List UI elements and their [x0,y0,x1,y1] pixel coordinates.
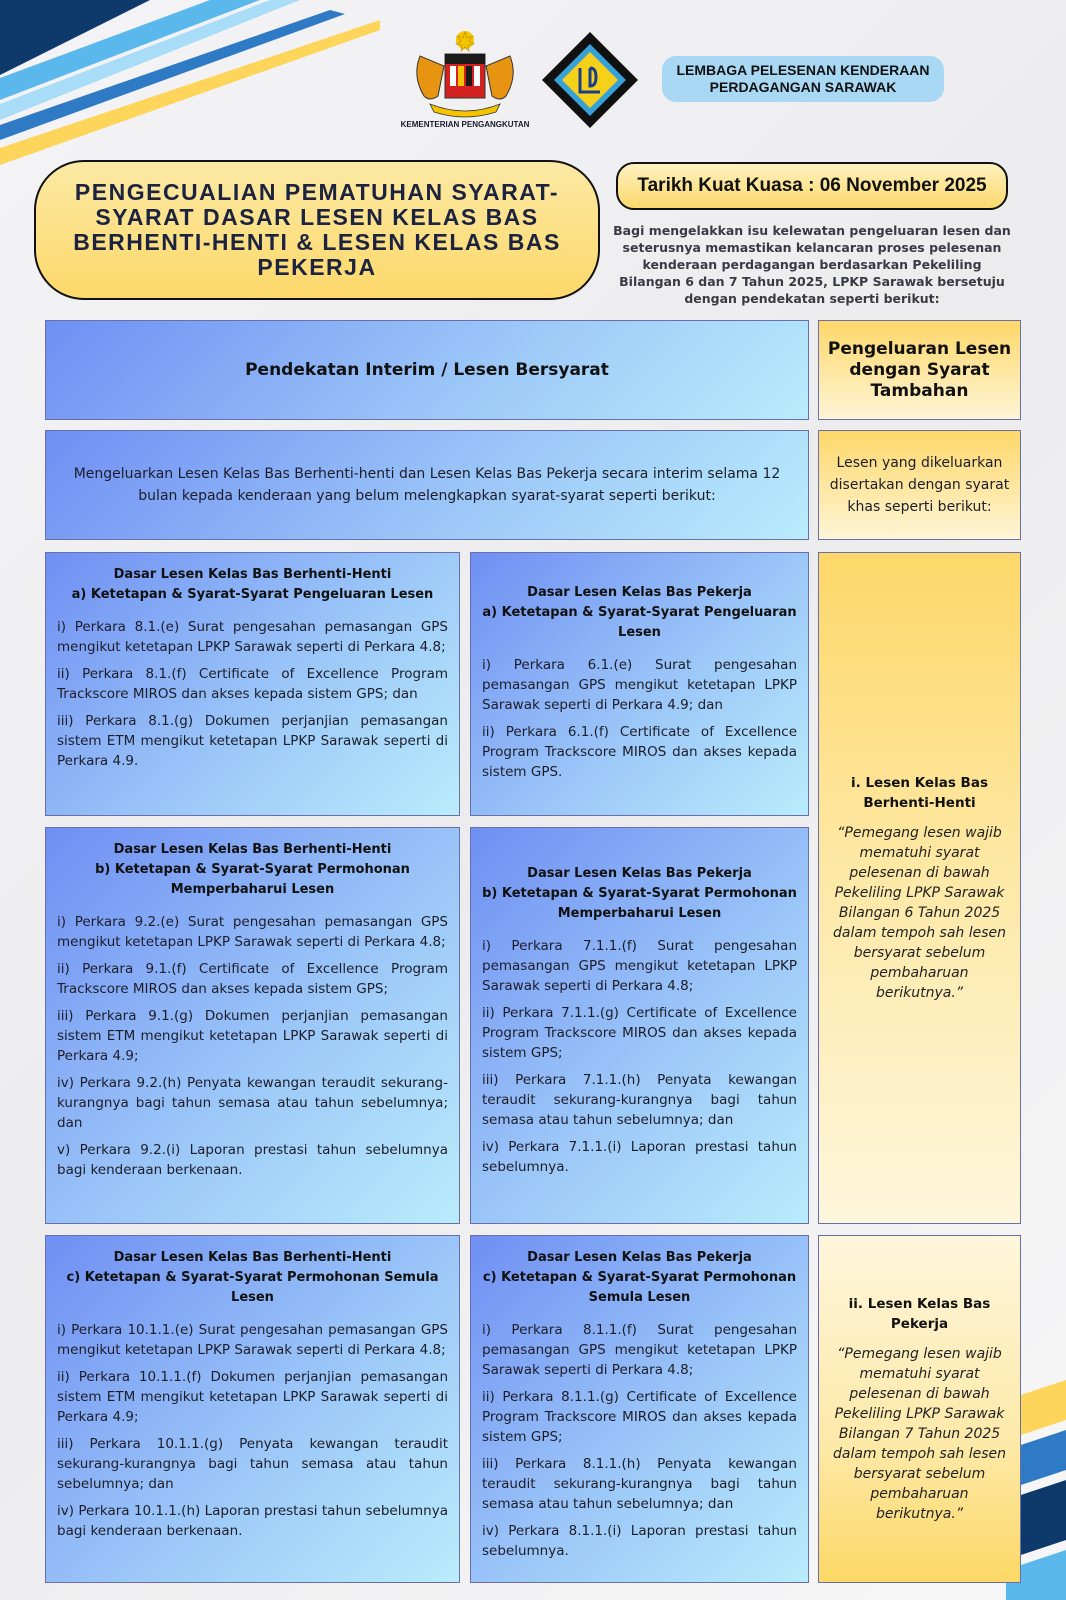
card-item: ii) Perkara 7.1.1.(g) Certificate of Excellence Program Trackscore MIROS dan akses kepada sistem GPS; [482,1005,797,1061]
card-item: iv) Perkara 10.1.1.(h) Laporan prestasi tahun sebelumnya bagi kenderaan berkenaan. [57,1503,448,1539]
card-item: iii) Perkara 9.1.(g) Dokumen perjanjian pemasangan sistem ETM mengikut ketetapan LPKP Sarawak seperti di Perkara 4.9; [57,1008,448,1064]
extra-conditions-description-panel [818,430,1021,540]
header-logos [400,20,960,140]
card-item: i) Perkara 10.1.1.(e) Surat pengesahan pemasangan GPS mengikut ketetapan LPKP Sarawak seperti di Perkara 4.8; [57,1322,448,1358]
page-title [34,160,600,300]
extra-conditions-title-panel [818,320,1021,420]
card-item: i) Perkara 7.1.1.(f) Surat pengesahan pemasangan GPS mengikut ketetapan LPKP Sarawak seperti di Perkara 4.8; [482,938,797,994]
card-berhenti-semula [45,1235,460,1583]
card-item: ii) Perkara 9.1.(f) Certificate of Excellence Program Trackscore MIROS dan akses kepada sistem GPS; [57,961,448,997]
card-berhenti-memperbaharui [45,827,460,1224]
card-item: i) Perkara 8.1.1.(f) Surat pengesahan pemasangan GPS mengikut ketetapan LPKP Sarawak seperti di Perkara 4.8; [482,1322,797,1378]
extra-condition-panel-berhenti [818,552,1021,1224]
card-heading-line1: Dasar Lesen Kelas Bas Pekerja [527,866,752,881]
intro-text: Bagi mengelakkan isu kelewatan pengeluaran lesen dan seterusnya memastikan kelancaran proses pelesenan kenderaan perdagangan berdasarkan Pekeliling Bilangan 6 dan 7 Tahun 2025, LPKP Sarawak bersetuju dengan pendekatan seperti berikut: [613,223,1011,306]
card-heading-line2: c) Ketetapan & Syarat-Syarat Permohonan Semula Lesen [482,1270,797,1305]
card-item: iv) Perkara 7.1.1.(i) Laporan prestasi tahun sebelumnya. [482,1139,797,1175]
card-item: iii) Perkara 8.1.(g) Dokumen perjanjian pemasangan sistem ETM mengikut ketetapan LPKP Sarawak seperti di Perkara 4.9. [57,713,448,769]
card-pekerja-pengeluaran [470,552,809,816]
card-heading-line2: a) Ketetapan & Syarat-Syarat Pengeluaran Lesen [71,587,434,602]
interim-description-panel [45,430,809,540]
interim-title: Pendekatan Interim / Lesen Bersyarat [245,360,609,380]
interim-title-panel [45,320,809,420]
card-item: ii) Perkara 6.1.(f) Certificate of Excellence Program Trackscore MIROS dan akses kepada sistem GPS. [482,724,797,780]
card-pekerja-semula [470,1235,809,1583]
extra-conditions-title: Pengeluaran Lesen dengan Syarat Tambahan [827,338,1012,401]
extra-conditions-description: Lesen yang dikeluarkan disertakan dengan syarat khas seperti berikut: [829,455,1010,515]
card-heading-line2: b) Ketetapan & Syarat-Syarat Permohonan Memperbaharui Lesen [482,886,797,921]
card-heading [482,1248,797,1308]
effective-date-badge: Tarikh Kuat Kuasa : 06 November 2025 [616,162,1008,210]
extra-condition-heading: i. Lesen Kelas Bas Berhenti-Henti [850,775,988,811]
interim-description: Mengeluarkan Lesen Kelas Bas Berhenti-henti dan Lesen Kelas Bas Pekerja secara interim selama 12 bulan kepada kenderaan yang belum melengkapkan syarat-syarat seperti berikut: [73,466,781,504]
card-item: i) Perkara 8.1.(e) Surat pengesahan pemasangan GPS mengikut ketetapan LPKP Sarawak seperti di Perkara 4.8; [57,619,448,655]
card-heading-line2: c) Ketetapan & Syarat-Syarat Permohonan Semula Lesen [66,1270,439,1305]
lpkp-logo-icon [540,30,640,130]
card-item: ii) Perkara 8.1.1.(g) Certificate of Excellence Program Trackscore MIROS dan akses kepada sistem GPS; [482,1389,797,1445]
page-title-text: PENGECUALIAN PEMATUHAN SYARAT-SYARAT DASAR LESEN KELAS BAS BERHENTI-HENTI & LESEN KELAS BAS PEKERJA [73,179,561,280]
card-item: iii) Perkara 8.1.1.(h) Penyata kewangan teraudit sekurang-kurangnya bagi tahun semasa atau tahun sebelumnya; dan [482,1456,797,1512]
crest-caption: KEMENTERIAN PENGANGKUTAN [400,120,530,129]
card-pekerja-memperbaharui [470,827,809,1224]
card-heading [57,840,448,900]
card-heading-line1: Dasar Lesen Kelas Bas Pekerja [527,585,752,600]
top-left-stripes-decoration [0,0,380,170]
extra-condition-pekerja [819,1294,1020,1524]
card-heading [482,583,797,643]
extra-condition-panel-pekerja [818,1235,1021,1583]
card-berhenti-pengeluaran [45,552,460,816]
extra-condition-berhenti [819,773,1020,1003]
card-item: v) Perkara 9.2.(i) Laporan prestasi tahun sebelumnya bagi kenderaan berkenaan. [57,1142,448,1178]
card-heading-line1: Dasar Lesen Kelas Bas Berhenti-Henti [113,567,392,582]
card-heading [57,565,448,605]
card-heading [482,864,797,924]
agency-name-pill: LEMBAGA PELESENAN KENDERAAN PERDAGANGAN SARAWAK [662,56,944,102]
card-heading [57,1248,448,1308]
card-item: iv) Perkara 8.1.1.(i) Laporan prestasi tahun sebelumnya. [482,1523,797,1559]
card-item: ii) Perkara 8.1.(f) Certificate of Excellence Program Trackscore MIROS dan akses kepada sistem GPS; dan [57,666,448,702]
card-heading-line1: Dasar Lesen Kelas Bas Berhenti-Henti [113,842,392,857]
card-item: ii) Perkara 10.1.1.(f) Dokumen perjanjian pemasangan sistem ETM mengikut ketetapan LPKP Sarawak seperti di Perkara 4.9; [57,1369,448,1425]
extra-condition-heading: ii. Lesen Kelas Bas Pekerja [848,1296,991,1332]
extra-condition-quote: “Pemegang lesen wajib mematuhi syarat pelesenan di bawah Pekeliling LPKP Sarawak Bilangan 7 Tahun 2025 dalam tempoh sah lesen bersyarat sebelum pembaharuan berikutnya.” [832,1346,1007,1522]
card-heading-line2: b) Ketetapan & Syarat-Syarat Permohonan Memperbaharui Lesen [95,862,410,897]
card-heading-line1: Dasar Lesen Kelas Bas Berhenti-Henti [113,1250,392,1265]
card-item: i) Perkara 6.1.(e) Surat pengesahan pemasangan GPS mengikut ketetapan LPKP Sarawak seperti di Perkara 4.9; dan [482,657,797,713]
card-heading-line1: Dasar Lesen Kelas Bas Pekerja [527,1250,752,1265]
card-item: iv) Perkara 9.2.(h) Penyata kewangan teraudit sekurang-kurangnya bagi tahun semasa atau tahun sebelumnya; dan [57,1075,448,1131]
card-item: iii) Perkara 7.1.1.(h) Penyata kewangan teraudit sekurang-kurangnya bagi tahun semasa atau tahun sebelumnya; dan [482,1072,797,1128]
card-item: iii) Perkara 10.1.1.(g) Penyata kewangan teraudit sekurang-kurangnya bagi tahun semasa atau tahun sebelumnya; dan [57,1436,448,1492]
card-heading-line2: a) Ketetapan & Syarat-Syarat Pengeluaran Lesen [482,605,797,640]
card-item: i) Perkara 9.2.(e) Surat pengesahan pemasangan GPS mengikut ketetapan LPKP Sarawak seperti di Perkara 4.8; [57,914,448,950]
extra-condition-quote: “Pemegang lesen wajib mematuhi syarat pelesenan di bawah Pekeliling LPKP Sarawak Bilangan 6 Tahun 2025 dalam tempoh sah lesen bersyarat sebelum pembaharuan berikutnya.” [832,825,1007,1001]
